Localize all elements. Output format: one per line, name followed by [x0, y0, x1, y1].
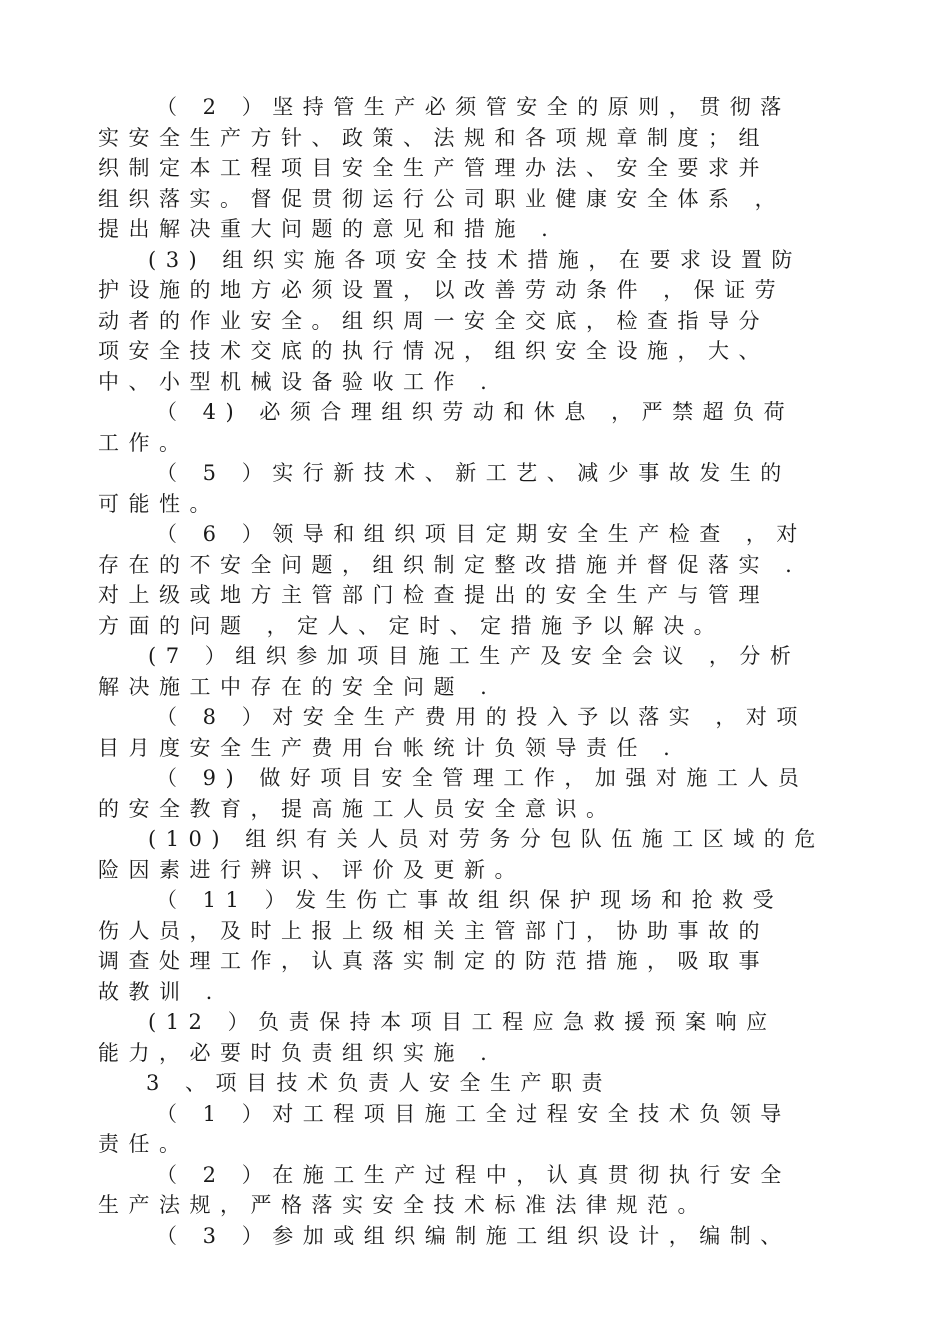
text-line: 调查处理工作，认真落实制定的防范措施，吸取事	[98, 949, 769, 973]
text-line: 提出解决重大问题的意见和措施 .	[98, 217, 558, 241]
text-line: 对上级或地方主管部门检查提出的安全生产与管理	[98, 583, 769, 607]
text-line: (3) 组织实施各项安全技术措施，在要求设置防	[148, 247, 802, 272]
text-line: （ 6 ）领导和组织项目定期安全生产检查 ，对	[156, 522, 807, 546]
text-line: 组织落实。督促贯彻运行公司职业健康安全体系 ，	[98, 186, 786, 211]
text-line: 险因素进行辨识、评价及更新。	[98, 857, 525, 882]
text-line: 存在的不安全问题，组织制定整改措施并督促落实 .	[98, 552, 802, 577]
text-line: 可能性。	[98, 491, 220, 516]
text-line: （ 3 ）参加或组织编制施工组织设计，编制、	[156, 1223, 791, 1248]
text-line: 解决施工中存在的安全问题 .	[98, 674, 497, 699]
document-body	[98, 92, 858, 1251]
text-line: （ 1 ）对工程项目施工全过程安全技术负领导	[156, 1101, 791, 1126]
text-line: 能力，必要时负责组织实施 .	[98, 1040, 497, 1065]
text-line: 护设施的地方必须设置，以改善劳动条件 ，保证劳	[98, 278, 786, 302]
text-line: (10) 组织有关人员对劳务分包队伍施工区域的危	[148, 827, 825, 851]
text-line: 项安全技术交底的执行情况，组织安全设施，大、	[98, 339, 769, 363]
text-line: 中、小型机械设备验收工作 .	[98, 369, 497, 394]
text-line: (12 ）负责保持本项目工程应急救援预案响应	[148, 1010, 777, 1034]
text-line: 实安全生产方针、政策、法规和各项规章制度；组	[98, 125, 769, 150]
text-line: 方面的问题 ，定人、定时、定措施予以解决。	[98, 613, 725, 638]
text-line: 工作。	[98, 430, 190, 455]
text-line: 责任。	[98, 1132, 190, 1156]
text-line: （ 2 ）在施工生产过程中，认真贯彻执行安全	[156, 1162, 791, 1187]
text-line: 的安全教育，提高施工人员安全意识。	[98, 796, 617, 821]
text-line: 3 、项目技术负责人安全生产职责	[146, 1071, 613, 1095]
text-line: 织制定本工程项目安全生产管理办法、安全要求并	[98, 156, 769, 180]
text-line: 生产法规，严格落实安全技术标准法律规范。	[98, 1193, 708, 1217]
text-line: 伤人员，及时上报上级相关主管部门，协助事故的	[98, 918, 769, 943]
text-line: （ 2 ）坚持管生产必须管安全的原则，贯彻落	[156, 95, 791, 119]
text-line: （ 5 ）实行新技术、新工艺、减少事故发生的	[156, 461, 791, 485]
text-line: 故教训 .	[98, 979, 222, 1004]
text-line: （ 4) 必须合理组织劳动和休息 ，严禁超负荷	[156, 400, 795, 424]
text-line: (7 ）组织参加项目施工生产及安全会议 ，分析	[148, 644, 801, 668]
text-line: （ 9) 做好项目安全管理工作，加强对施工人员	[156, 766, 809, 790]
text-line: 目月度安全生产费用台帐统计负领导责任 .	[98, 735, 680, 760]
text-line: 动者的作业安全。组织周一安全交底，检查指导分	[98, 308, 769, 333]
text-line: （ 8 ）对安全生产费用的投入予以落实 ，对项	[156, 705, 807, 729]
text-line: （ 11 ）发生伤亡事故组织保护现场和抢救受	[156, 888, 784, 912]
